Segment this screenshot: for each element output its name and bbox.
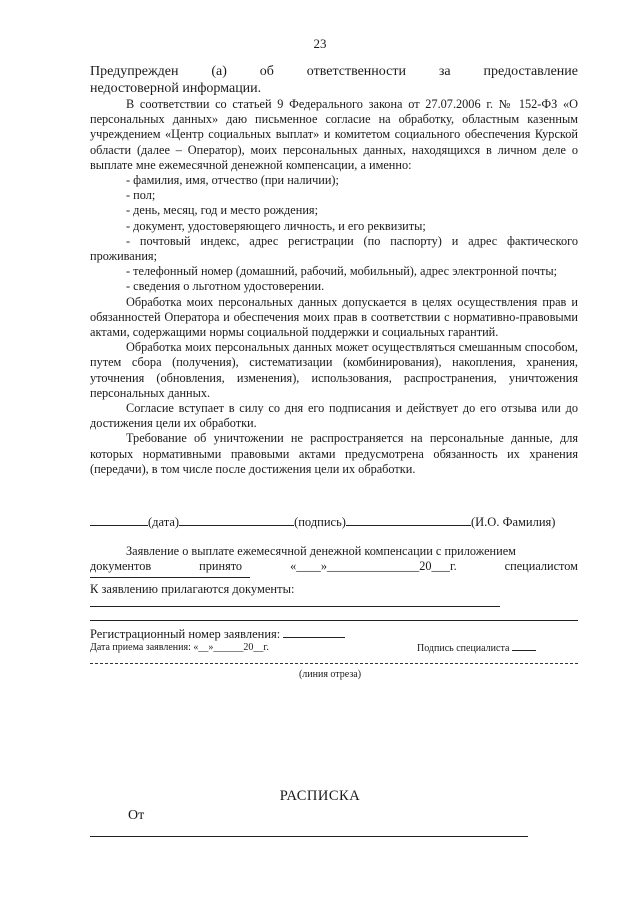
name-label: (И.О. Фамилия) (470, 515, 556, 529)
date-blank[interactable] (90, 514, 148, 526)
data-item-name: - фамилия, имя, отчество (при наличии); (126, 173, 339, 188)
consent-validity-paragraph: Согласие вступает в силу со дня его подписания и действует до его отзыва или до достижения цели их обработки. (90, 401, 578, 431)
specialist-name-blank[interactable] (90, 577, 250, 578)
registration-number-blank[interactable] (283, 626, 345, 638)
acceptance-date: Дата приема заявления: «__»______20__г. (90, 642, 269, 653)
date-label: (дата) (148, 515, 180, 529)
data-item-address: - почтовый индекс, адрес регистрации (по паспорту) и адрес фактического проживания; (90, 233, 578, 264)
processing-purpose-paragraph: Обработка моих персональных данных допускается в целях осуществления прав и обязанностей Оператора и обеспечения моих прав в соответствии с нормативно-правовыми актами, содержащими нормы социальной поддержки и социальных гарантий. (90, 294, 578, 340)
application-line2 (90, 559, 578, 574)
application-accepted-block (90, 544, 578, 574)
liability-warning (90, 64, 578, 97)
consent-text (90, 64, 578, 477)
specialist-signature-blank[interactable] (512, 642, 536, 651)
receipt-title: РАСПИСКА (279, 788, 361, 804)
documents-word: документов (90, 559, 152, 573)
page-number: 23 (313, 36, 327, 51)
data-item-certificate: - сведения о льготном удостоверении. (126, 279, 325, 294)
attachments-line-1[interactable] (90, 606, 500, 607)
data-item-birth: - день, месяц, год и место рождения; (126, 203, 319, 218)
cut-line (90, 663, 578, 664)
liability-warning-line2: недостоверной информации. (90, 80, 262, 96)
signature-blank[interactable] (179, 514, 294, 526)
attachments-line-2[interactable] (90, 620, 578, 621)
liability-warning-line1: Предупрежден (а) об ответственности за предоставление (90, 64, 578, 79)
accepted-word: принято (199, 559, 243, 573)
signature-line (90, 514, 578, 530)
from-label: От (128, 808, 145, 823)
application-line1: Заявление о выплате ежемесячной денежной компенсации с приложением (126, 544, 516, 558)
cut-line-label: (линия отреза) (298, 669, 362, 680)
registration-label: Регистрационный номер заявления: (90, 627, 281, 641)
from-blank[interactable] (90, 836, 528, 837)
signature-label: (подпись) (294, 515, 346, 529)
processing-method-paragraph: Обработка моих персональных данных может осуществляться смешанным способом, путем сбора (получения), систематизации (комбинирования), накопления, хранения, уточнения (обновления, изменения), использования, распространения, уничтожения персональных данных. (90, 340, 578, 400)
data-item-id-document: - документ, удостоверяющего личность, и его реквизиты; (126, 218, 426, 233)
attachments-label: К заявлению прилагаются документы: (90, 582, 295, 596)
acceptance-date-field[interactable]: «____»_______________20___г. (290, 559, 457, 573)
specialist-signature (417, 642, 536, 654)
data-item-gender: - пол; (126, 188, 156, 203)
name-blank[interactable] (346, 514, 471, 526)
consent-paragraph: В соответствии со статьей 9 Федерального закона от 27.07.2006 г. № 152-ФЗ «О персональных данных» даю письменное согласие на обработку, областным казенным учреждением «Центр социальных выплат» и комитетом социального обеспечения Курской области (далее – Оператор), моих персональных данных, находящихся в личном деле о выплате мне ежемесячной денежной компенсации, а именно: (90, 97, 578, 172)
registration-number (90, 626, 345, 642)
specialist-word: специалистом (504, 559, 578, 573)
data-item-phone: - телефонный номер (домашний, рабочий, мобильный), адрес электронной почты; (126, 264, 558, 279)
specialist-signature-label: Подпись специалиста (417, 643, 510, 654)
destruction-paragraph: Требование об уничтожении не распространяется на персональные данные, для которых нормативными правовыми актами предусмотрена обязанность их хранения (передачи), в том числе после достижения цели их обработки. (90, 431, 578, 476)
